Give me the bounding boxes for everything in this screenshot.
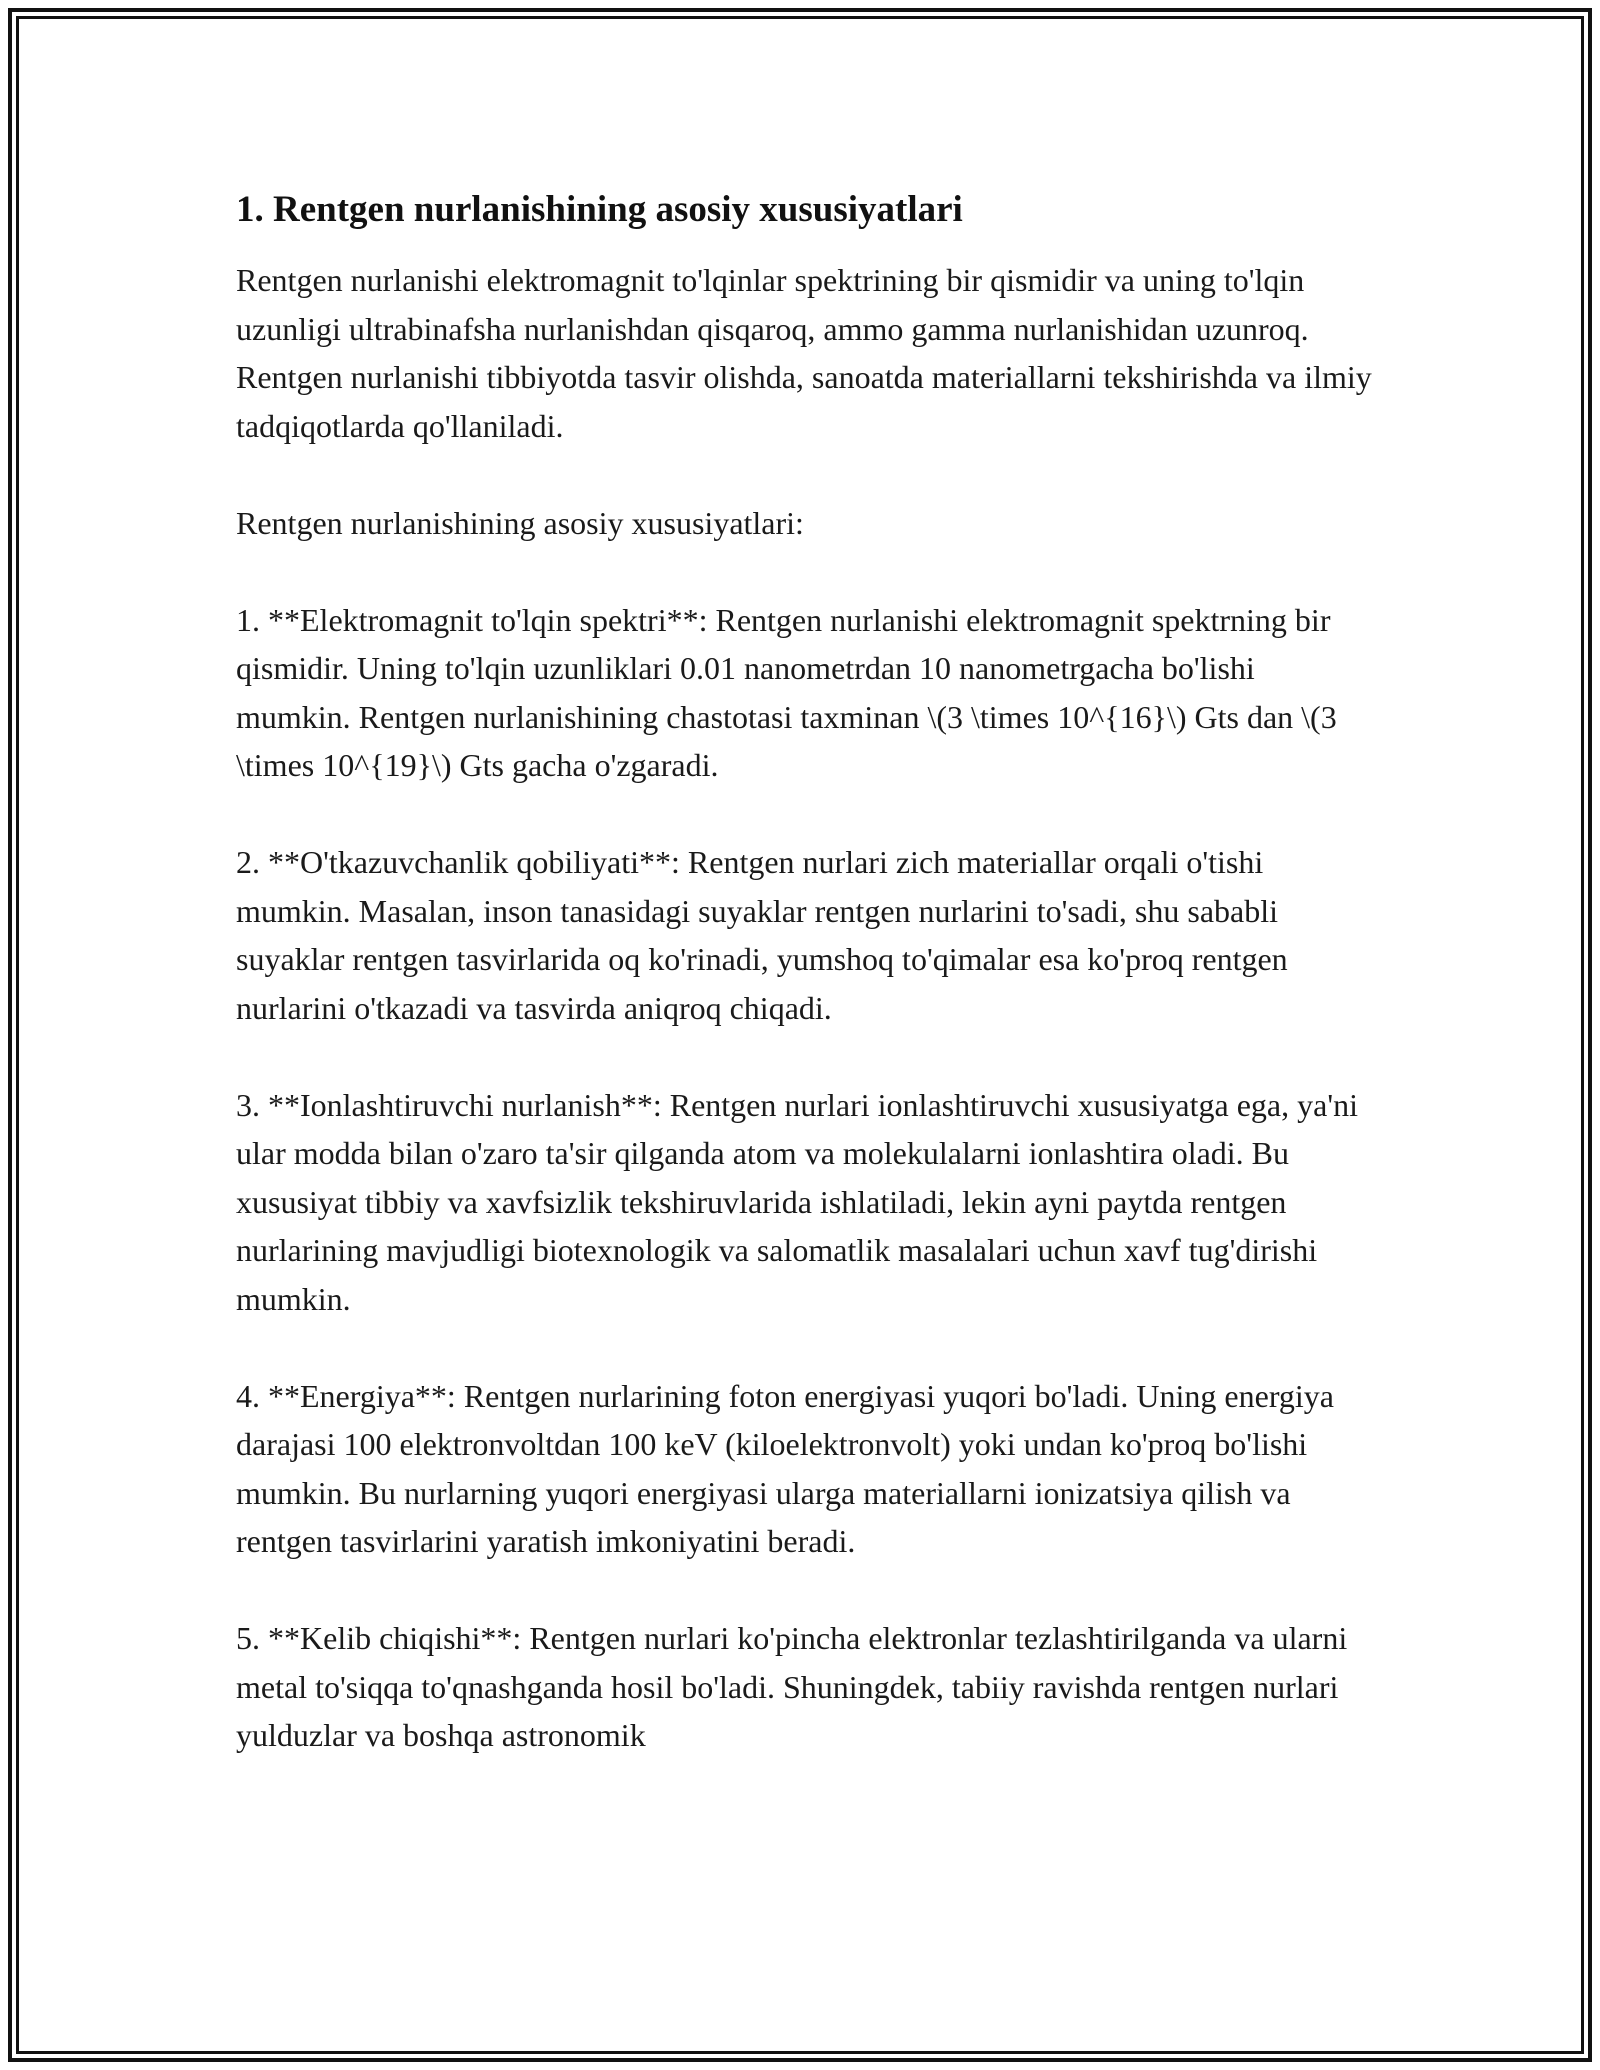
list-item-origin: 5. **Kelib chiqishi**: Rentgen nurlari ko'pincha elektronlar tezlashtirilganda va ularni metal to'siqqa to'qnashganda hosil bo'ladi. Shuningdek, tabiiy ravishda rentgen nurlari yulduzlar va boshqa astronomik: [236, 1620, 1348, 1753]
list-item-spectrum: 1. **Elektromagnit to'lqin spektri**: Rentgen nurlanishi elektromagnit spektrning bir qismidir. Uning to'lqin uzunliklari 0.01 nanometrdan 10 nanometrgacha bo'lishi mumkin. Rentgen nurlanishining chastotasi taxminan \(3 \times 10^{16}\) Gts dan \(3 \times 10^{19}\) Gts gacha o'zgaradi.: [236, 601, 1337, 783]
intro-paragraph: Rentgen nurlanishi elektromagnit to'lqinlar spektrining bir qismidir va uning to'lqin uzunligi ultrabinafsha nurlanishdan qisqaroq, ammo gamma nurlanishidan uzunroq. Rentgen nurlanishi tibbiyotda tasvir olishda, sanoatda materiallarni tekshirishda va ilmiy tadqiqotlarda qo'llaniladi.: [236, 262, 1372, 444]
list-intro-paragraph: Rentgen nurlanishining asosiy xususiyatlari:: [236, 504, 804, 541]
section-heading: 1. Rentgen nurlanishining asosiy xususiyatlari: [236, 189, 963, 230]
list-item-ionizing: 3. **Ionlashtiruvchi nurlanish**: Rentgen nurlari ionlashtiruvchi xususiyatga ega, ya'ni ular modda bilan o'zaro ta'sir qilganda atom va molekulalarni ionlashtira oladi. Bu xususiyat tibbiy va xavfsizlik tekshiruvlarida ishlatiladi, lekin ayni paytda rentgen nurlarining mavjudligi biotexnologik va salomatlik masalalari uchun xavf tug'dirishi mumkin.: [236, 1086, 1358, 1317]
list-item-energy: 4. **Energiya**: Rentgen nurlarining foton energiyasi yuqori bo'ladi. Uning energiya darajasi 100 elektronvoltdan 100 keV (kiloelektronvolt) yoki undan ko'proq bo'lishi mumkin. Bu nurlarning yuqori energiyasi ularga materiallarni ionizatsiya qilish va rentgen tasvirlarini yaratish imkoniyatini beradi.: [236, 1377, 1334, 1559]
document-body: [236, 186, 1376, 1808]
list-item-penetration: 2. **O'tkazuvchanlik qobiliyati**: Rentgen nurlari zich materiallar orqali o'tishi mumkin. Masalan, inson tanasidagi suyaklar rentgen nurlarini to'sadi, shu sababli suyaklar rentgen tasvirlarida oq ko'rinadi, yumshoq to'qimalar esa ko'proq rentgen nurlarini o'tkazadi va tasvirda aniqroq chiqadi.: [236, 844, 1288, 1026]
